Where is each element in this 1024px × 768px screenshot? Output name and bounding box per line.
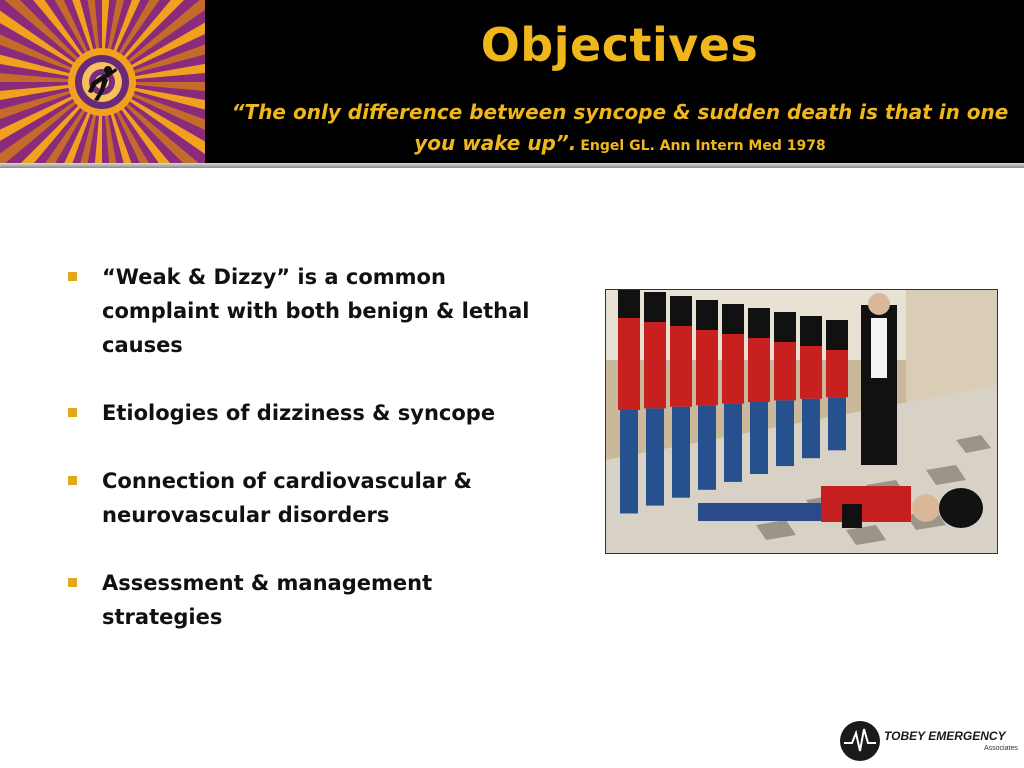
- square-bullet-icon: [68, 578, 77, 587]
- tobey-emergency-logo: [838, 719, 1024, 766]
- bullet-text: Etiologies of dizziness & syncope: [102, 401, 496, 425]
- bullet-text: Connection of cardiovascular & neurovascular disorders: [102, 469, 472, 527]
- bullet-item: [68, 566, 538, 634]
- slide-title: Objectives: [480, 18, 759, 72]
- slide-quote: [230, 97, 1010, 162]
- quote-citation: Engel GL. Ann Intern Med 1978: [580, 138, 826, 154]
- bullet-item: [68, 396, 538, 430]
- square-bullet-icon: [68, 272, 77, 281]
- bullet-item: [68, 464, 538, 532]
- header-divider: [0, 163, 1024, 168]
- fainted-guard-photo: [605, 289, 998, 554]
- heartbeat-icon: [840, 721, 880, 761]
- logo-subtitle: Associates: [984, 745, 1018, 752]
- square-bullet-icon: [68, 476, 77, 485]
- bullet-text: Assessment & management strategies: [102, 571, 433, 629]
- logo-name: TOBEY EMERGENCY: [884, 729, 1006, 743]
- square-bullet-icon: [68, 408, 77, 417]
- bullet-text: “Weak & Dizzy” is a common complaint with both benign & lethal causes: [102, 265, 530, 357]
- bullet-item: [68, 260, 538, 362]
- quote-text: “The only difference between syncope & sudden death is that in one you wake up”.: [231, 100, 1009, 155]
- hypnotic-spiral-image: [0, 0, 205, 163]
- objectives-list: [68, 260, 538, 668]
